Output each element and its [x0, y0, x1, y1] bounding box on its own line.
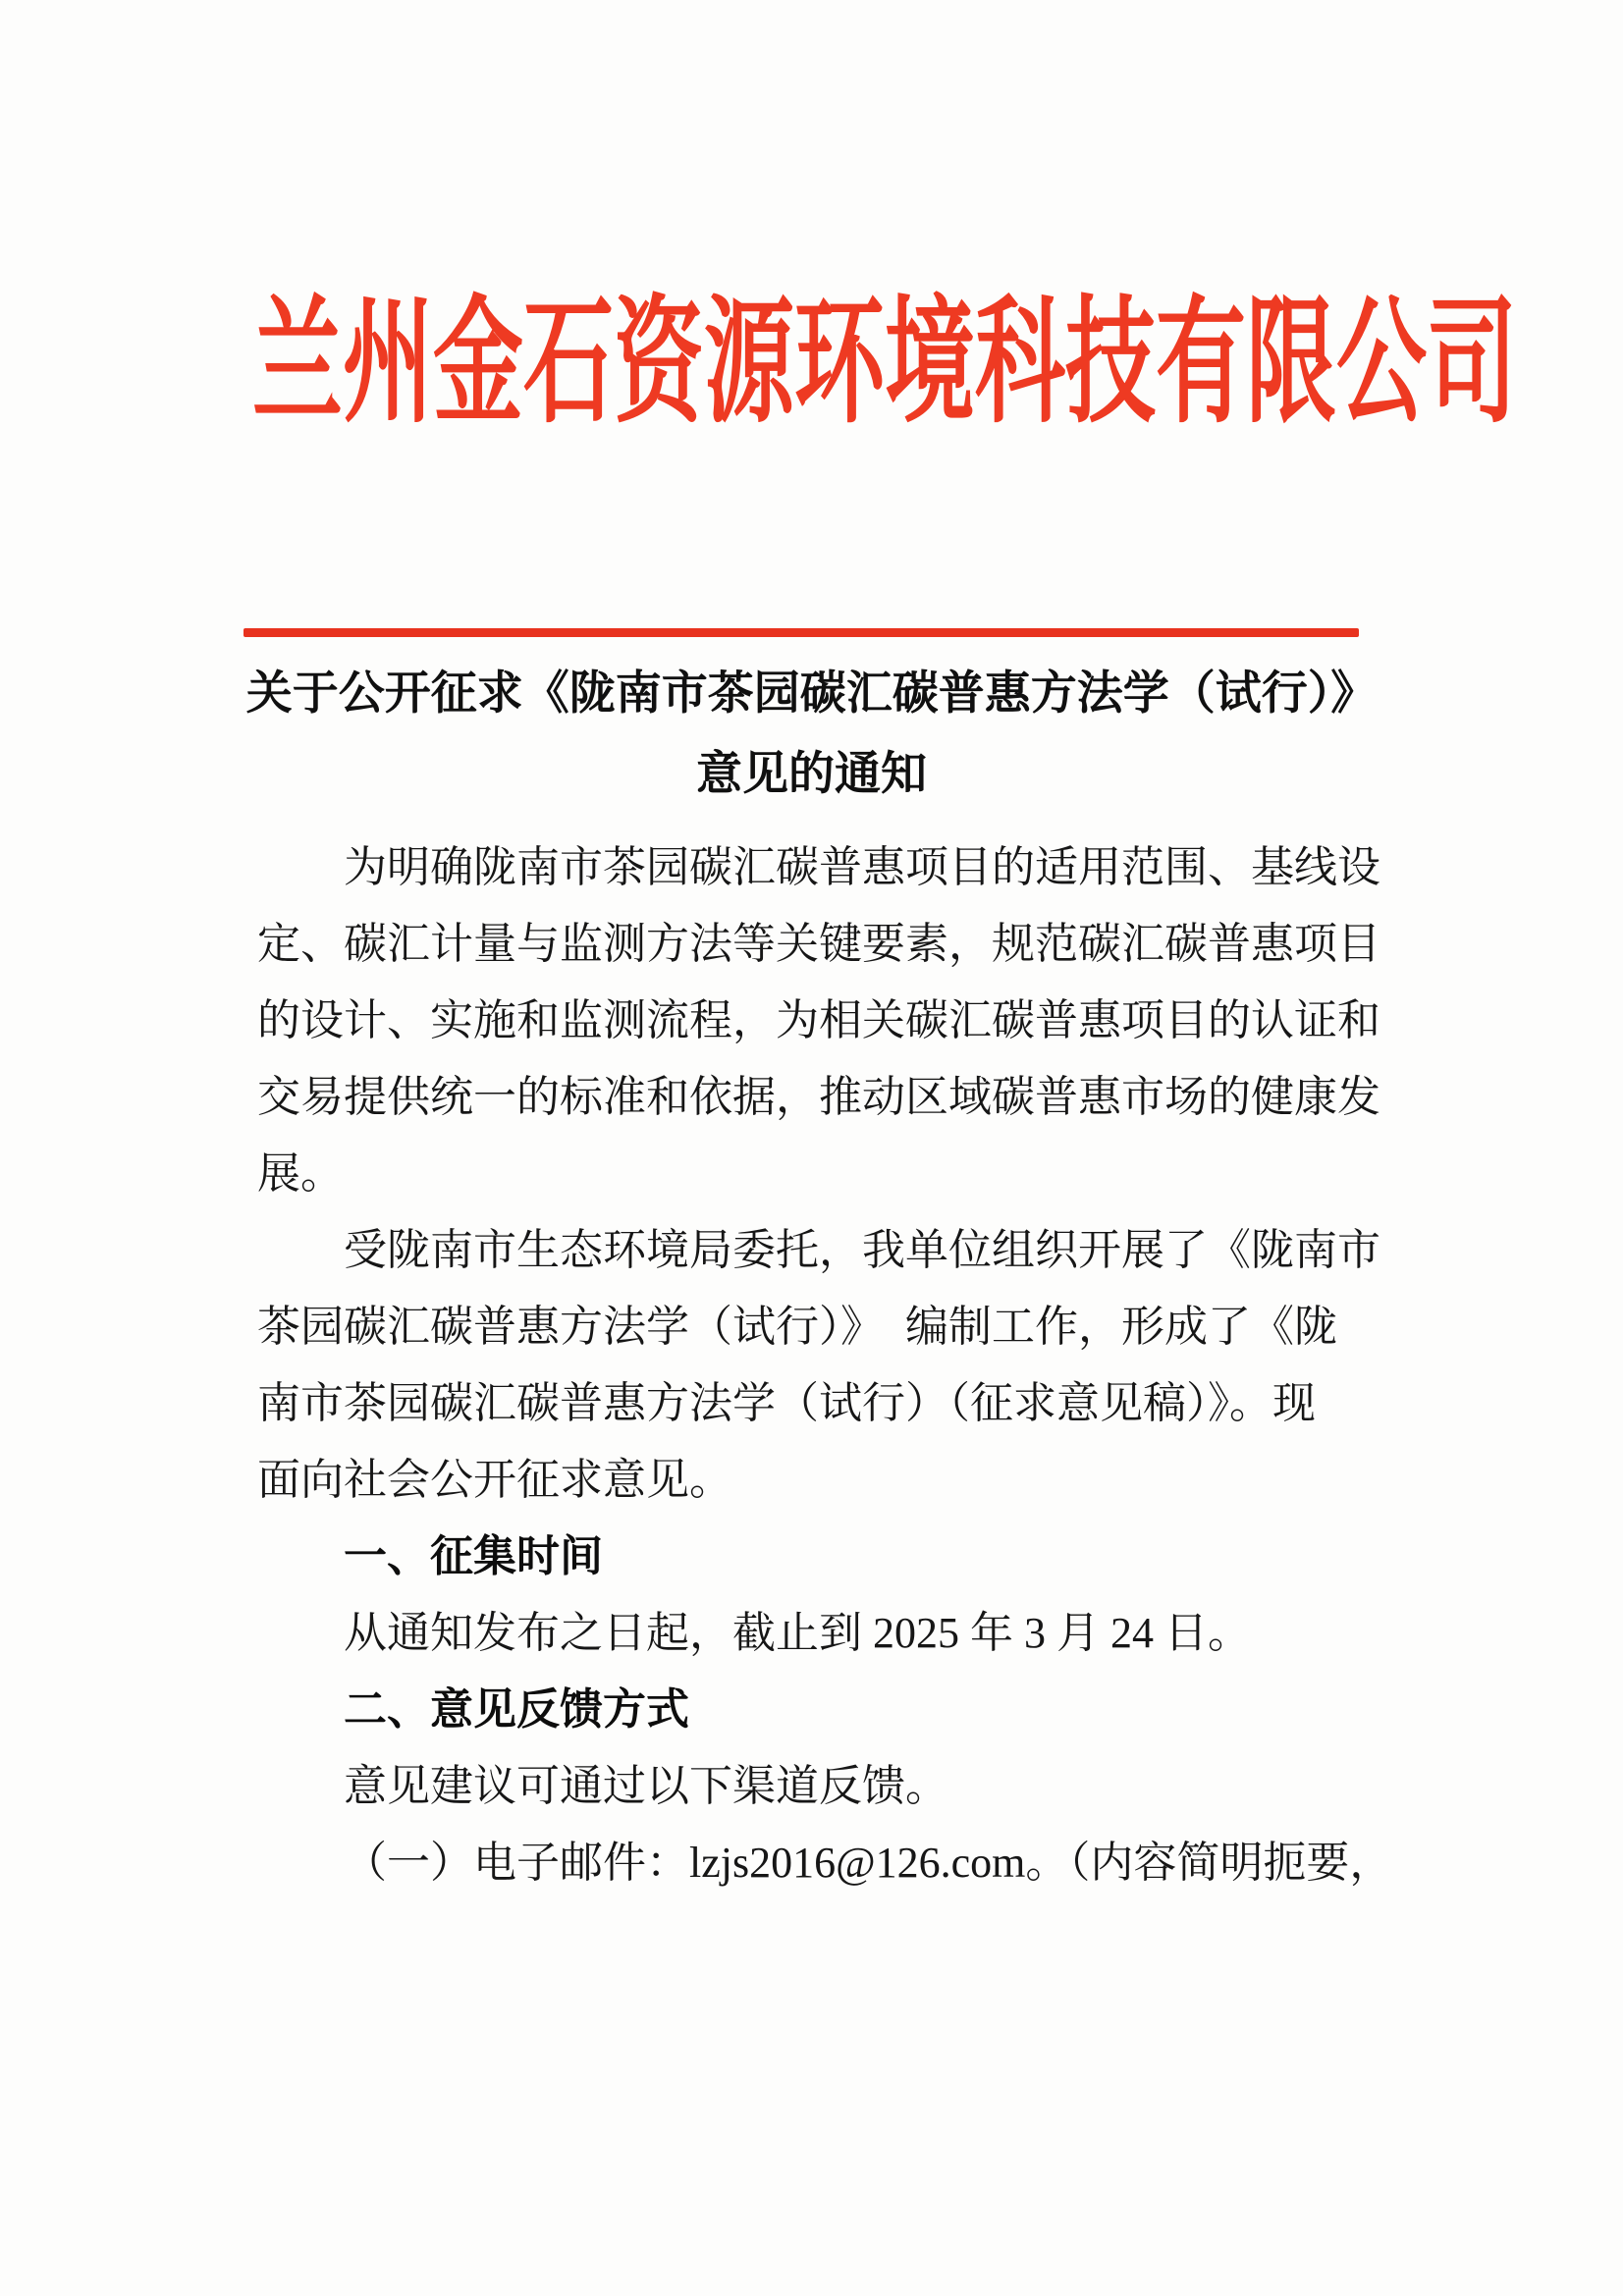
body-line: 为明确陇南市茶园碳汇碳普惠项目的适用范围、基线设 [344, 843, 1380, 891]
body-line: 茶园碳汇碳普惠方法学（试行）》 编制工作，形成了《陇 [257, 1303, 1337, 1351]
notice-title-line1: 关于公开征求《陇南市茶园碳汇碳普惠方法学（试行）》 [245, 668, 1378, 720]
body-line: 面向社会公开征求意见。 [257, 1456, 732, 1504]
red-divider-line [243, 628, 1359, 637]
notice-title-line2: 意见的通知 [696, 749, 927, 800]
letterhead-company-name: 兰州金石资源环境科技有限公司 [252, 287, 1518, 440]
body-line: 交易提供统一的标准和依据，推动区域碳普惠市场的健康发 [257, 1073, 1380, 1121]
section-heading-feedback-method: 二、意见反馈方式 [344, 1685, 689, 1734]
body-line-email: （一）电子邮件：lzjs2016@126.com。（内容简明扼要， [344, 1839, 1393, 1887]
body-line: 南市茶园碳汇碳普惠方法学（试行）（征求意见稿）》。现 [257, 1379, 1316, 1427]
body-line-deadline: 从通知发布之日起，截止到 2025 年 3 月 24 日。 [344, 1609, 1251, 1657]
notice-body [257, 829, 1393, 1901]
body-line: 意见建议可通过以下渠道反馈。 [344, 1762, 948, 1810]
notice-title [0, 654, 1623, 815]
body-line: 的设计、实施和监测流程，为相关碳汇碳普惠项目的认证和 [257, 996, 1380, 1044]
body-line: 受陇南市生态环境局委托，我单位组织开展了《陇南市 [344, 1226, 1380, 1274]
body-line: 展。 [257, 1149, 344, 1198]
body-line: 定、碳汇计量与监测方法等关键要素，规范碳汇碳普惠项目 [257, 920, 1380, 968]
section-heading-collection-time: 一、征集时间 [344, 1532, 603, 1580]
